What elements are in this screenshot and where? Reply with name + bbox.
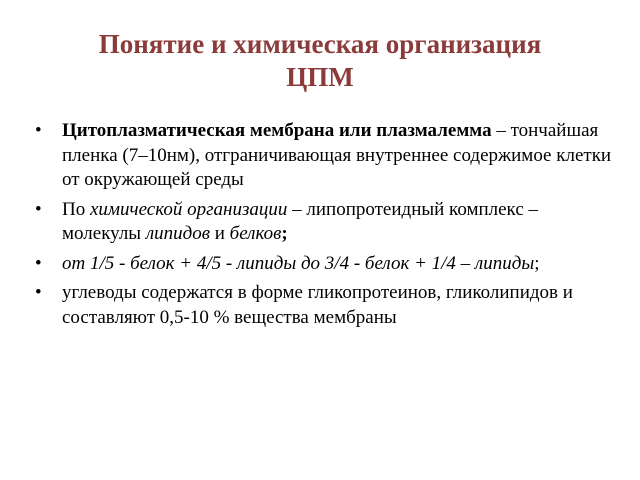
- ratio-text: от 1/5 - белок + 4/5 - липиды до 3/4 - белок + 1/4 – липиды: [62, 252, 535, 274]
- bullet-dot-icon: •: [35, 252, 42, 274]
- bullet-dot-icon: •: [35, 198, 42, 220]
- membrane-term: Цитоплазматическая мембрана или плазмалемма: [62, 120, 492, 141]
- bullet-item-membrane-definition: [28, 119, 618, 193]
- carbohydrates-text: углеводы содержатся в форме гликопротеинов, гликолипидов и составляют 0,5-10 % вещества мембраны: [62, 282, 573, 328]
- bullet-list: [28, 119, 618, 335]
- chem-org-text-2: – липопротеидный комплекс – молекулы: [62, 198, 538, 244]
- slide-title: [40, 28, 600, 94]
- chem-org-semicolon: ;: [281, 223, 288, 244]
- chem-org-text-3: и: [209, 223, 230, 244]
- chem-org-italic-term: химической организации: [89, 198, 288, 220]
- slide-title-line2: ЦПМ: [286, 62, 354, 92]
- bullet-dot-icon: •: [35, 120, 42, 141]
- slide-title-line1: Понятие и химическая организация: [98, 29, 542, 59]
- bullet-item-carbohydrates: [28, 281, 618, 330]
- bullet-item-chemical-organization: [28, 198, 618, 247]
- lipids-term: липидов: [145, 223, 210, 244]
- ratio-semicolon: ;: [534, 252, 540, 274]
- membrane-definition-text: – тончайшая пленка (7–10нм), отграничивающая внутреннее содержимое клетки от окружающей среды: [62, 120, 612, 190]
- bullet-item-ratio: [28, 252, 618, 277]
- bullet-dot-icon: •: [35, 282, 42, 303]
- chem-org-text-1: По: [62, 198, 90, 220]
- proteins-term: белков: [229, 223, 282, 244]
